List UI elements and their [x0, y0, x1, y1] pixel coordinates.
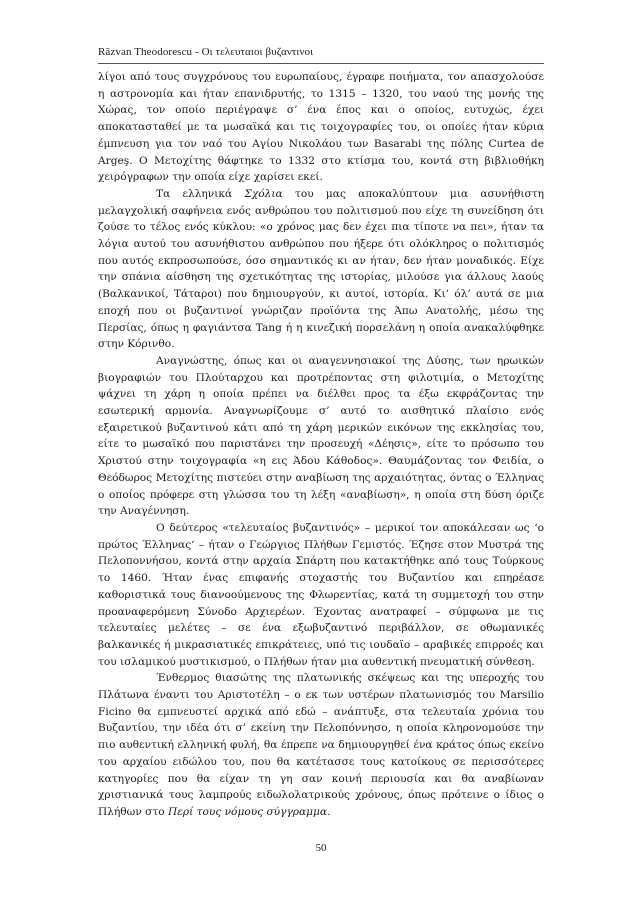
paragraph-text: Ένθερμος θιασώτης της πλατωνικής σκέψεως και της υπεροχής του Πλάτωνα έναντι του Αριστοτέλη – ο εκ των υστέρων πλατωνισμός του Marsilio Ficino θα εμπνευστεί αρχικά από εδώ – ανάπτυξε, στα τελευταία χρόνια του Βυζαντίου, την ιδέα ότι σ’ εκείνη την Πελοπόννησο, η οποία κληρονομούσε την πιο αυθεντική ελληνική φυλή, θα έπρεπε να δημιουργηθεί ένα κράτος όπως εκείνο του αρχαίου ειδώλου του, που θα κατέτασσε τους κατοίκους σε περισσότερες κατηγορίες που θα είχαν τη γη σαν κοινή περιουσία και θα αναβίωναν χριστιανικά τους λαμπρούς ειδωλολατρικούς χρόνους, όπως πρότεινε ο ίδιος ο Πλήθων στο: [98, 672, 544, 818]
paragraph-text: του μας αποκαλύπτουν μια ασυνήθιστη μελαγχολική σαφήνεια ενός ανθρώπου του πολιτισμού που είχε τη συνείδηση ότι ζούσε το τέλος ενός κύκλου: «ο χρόνος μας δεν έχει πια τίποτε να πει», ήταν τα λόγια αυτού του ασυνήθιστου ανθρώπου που ήξερε ότι ολόκληρος ο πολιτισμός που αυτός εκπροσωπούσε, όσο σημαντικός κι αν ήταν, δεν ήταν μοναδικός. Είχε την σπάνια αίσθηση της σχετικότητας της ιστορίας, μιλούσε για άλλους λαούς (Βαλκανικοί, Τάταροι) που δημιουργούν, κι αυτοί, ιστορία. Κι’ όλ’ αυτά σε μια εποχή που οι βυζαντινοί γνώριζαν προϊόντα της Άπω Ανατολής, μέσω της Περσίας, όπως η φαγιάντσα Tang ή η κινεζική πορσελάνη η οποία ανακαλύφθηκε στην Κόρινθο.: [98, 187, 544, 351]
paragraph-2: [98, 186, 544, 353]
paragraph-text: λίγοι από τους συγχρόνους του ευρωπαίους, έγραφε ποιήματα, τον απασχολούσε η αστρονομία και ήταν επανιδρυτής, το 1315 – 1320, του ναού της μονής της Χώρας, τον οποίο περιέγραψε σ’ ένα έπος και ο οποίος, ευτυχώς, έχει αποκατασταθεί με τα μωσαϊκά και τις τοιχογραφίες του, οι οποίες ήταν κύρια έμπνευση για τον ναό του Αγίου Νικολάου των Basarabi της πόλης Curtea de Argeş. Ο Μετοχίτης θάφτηκε το 1332 στο κτίσμα του, κοντά στη βιβλιοθήκη χειρόγραφων την οποία είχε χαρίσει εκεί.: [98, 71, 544, 184]
paragraph-text: Αναγνώστης, όπως και οι αναγεννησιακοί της Δύσης, των ηρωικών βιογραφιών του Πλούταρχου και προτρέποντας στη φιλοτιμία, ο Μετοχίτης ψάχνει τη χάρη η οποία πρέπει να διέλθει προς τα έξω εκφράζοντας την εσωτερική αρμονία. Αναγνωρίζουμε σ’ αυτό το αισθητικό πλαίσιο ενός εξαιρετικού βυζαντινού κάτι από τη χάρη μερικών εικόνων της εκκλησίας του, είτε το μωσαϊκό που παριστάνει την προσευχή «Δέησις», είτε το πρόσωπο του Χριστού στην τοιχογραφία «η εις Άδου Κάθοδος». Θαυμάζοντας τον Φειδία, ο Θεόδωρος Μετοχίτης πιστεύει στην αναβίωση της αρχαιότητας, όντας ο Έλληνας ο οποίος πρόφερε στη γλώσσα του τη λέξη «αναβίωση», η οποία στη δύση όριζε την Αναγέννηση.: [98, 354, 544, 518]
body-text: [98, 69, 544, 821]
paragraph-text: Τα ελληνικά: [156, 187, 245, 200]
running-header: Răzvan Theodorescu - Οι τελευταιοι βυζαντινοι: [98, 46, 314, 58]
paragraph-3: [98, 353, 544, 520]
paragraph-1: [98, 69, 544, 186]
page-number: 50: [315, 842, 327, 854]
header-rule: [98, 63, 544, 64]
paragraph-5: [98, 670, 544, 820]
paragraph-text: Ο δεύτερος «τελευταίος βυζαντινός» – μερικοί τον αποκάλεσαν ως ‘ο πρώτος Έλληνας‘ – ήταν ο Γεώργιος Πλήθων Γεμιστός. Έζησε στον Μυστρά της Πελοποννήσου, κοντά στην αρχαία Σπάρτη που κατακτήθηκε από τους Τούρκους το 1460. Ήταν ένας επιφανής στοχαστής του Βυζαντίου και επηρέασε καθοριστικά τους διανοούμενους της Φλωρεντίας, κατά τη συμμετοχή του στην προαναφερόμενη Σύνοδο Αρχιερέων. Έχοντας ανατραφεί – σύμφωνα με τις τελευταίες μελέτες – σε ένα εξωβυζαντινό περιβάλλον, σε οθωμανικές βαλκανικές ή μικρασιατικές επικράτειες, υπό τις ιουδαϊο – αραβικές επιρροές και του ισλαμικού μυστικισμού, ο Πλήθων ήταν μια αυθεντική πνευματική σύνθεση.: [98, 521, 544, 668]
italic-title-nomoi: Περί τους νόμους σύγγραμμα.: [167, 805, 331, 818]
paragraph-4: [98, 520, 544, 670]
italic-title-scholia: Σχόλια: [244, 187, 283, 200]
